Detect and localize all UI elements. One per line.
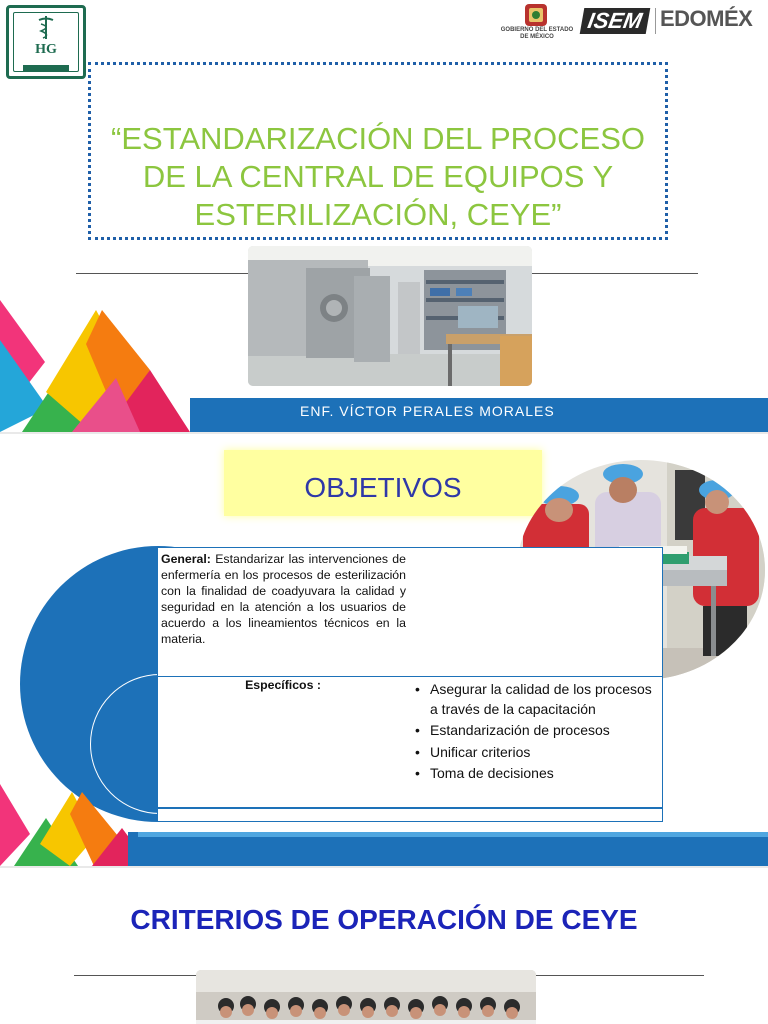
edomex-logo: EDOMÉX [660, 6, 753, 31]
presentation-title: “ESTANDARIZACIÓN DEL PROCESO DE LA CENTRAL DE EQUIPOS Y ESTERILIZACIÓN, CEYE” [111, 121, 645, 232]
author-name: ENF. VÍCTOR PERALES MORALES [300, 403, 555, 419]
list-item: • Unificar criterios [415, 743, 655, 763]
slide-objectives [0, 434, 768, 866]
logo-text: HG [35, 42, 57, 57]
heading-box [224, 450, 542, 516]
divider [74, 975, 198, 976]
state-seal-icon [522, 2, 550, 28]
list-item: • Asegurar la calidad de los procesos a través de la capacitación [415, 680, 655, 719]
divider [532, 273, 698, 274]
general-label: General: [161, 552, 211, 566]
slide-title [0, 0, 768, 432]
specific-label: Específicos : [245, 678, 321, 692]
list-item: • Toma de decisiones [415, 764, 655, 784]
objectives-heading: OBJETIVOS [304, 472, 462, 503]
specific-objectives-list [415, 680, 655, 786]
decorative-shapes [0, 300, 200, 432]
isem-logo: ISEM [580, 8, 650, 34]
criteria-heading: CRITERIOS DE OPERACIÓN DE CEYE [130, 904, 638, 935]
list-item: • Estandarización de procesos [415, 721, 655, 741]
title-frame [88, 62, 668, 240]
government-label: GOBIERNO DEL ESTADO DE MÉXICO [500, 27, 574, 40]
sterilization-room-photo [248, 246, 532, 386]
caduceus-icon [31, 14, 61, 40]
divider [76, 273, 248, 274]
general-objective [161, 551, 406, 647]
footer-bar [128, 832, 768, 866]
divider [536, 975, 704, 976]
staff-group-photo [196, 970, 536, 1024]
hospital-logo [6, 5, 86, 79]
slide-criteria [0, 868, 768, 1024]
general-text: Estandarizar las intervenciones de enfermería en los procesos de esterilización con la finalidad de coadyuvara la calidad y seguridad en la atención a los usuarios de acuerdo a los lineamientos técnicos en la materia. [161, 552, 406, 646]
